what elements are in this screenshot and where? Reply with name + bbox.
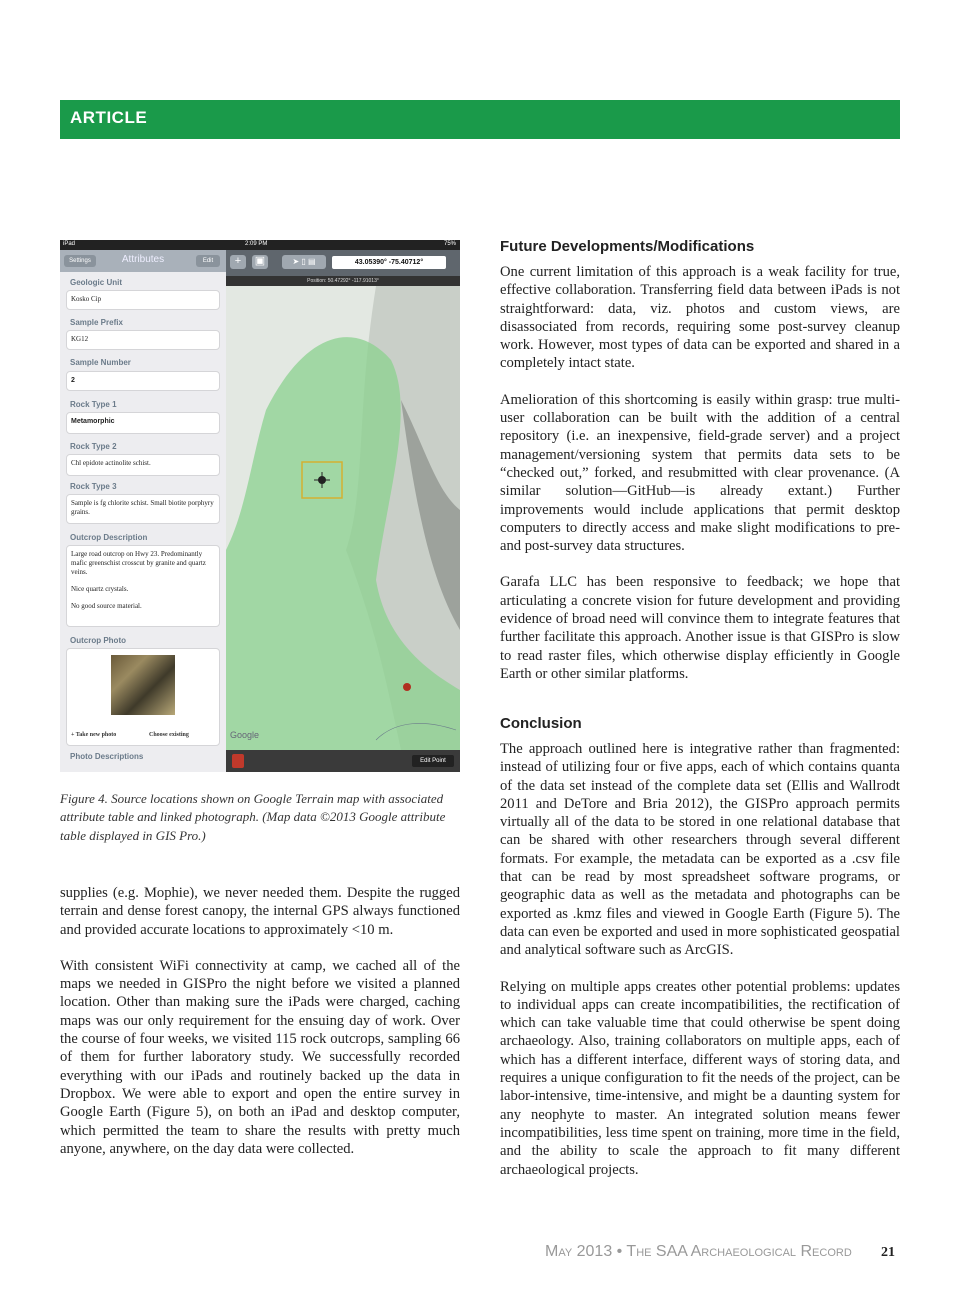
right-column-section-1 <box>500 263 900 701</box>
device-label: iPad <box>63 241 76 247</box>
footer-text: May 2013 • The SAA Archaeological Record <box>545 1243 852 1260</box>
field-rock-type-3[interactable]: Sample is fg chlorite schist. Small biotite porphyry grains. <box>66 494 220 524</box>
field-sample-prefix[interactable]: KG12 <box>66 330 220 350</box>
right-paragraph-5: Relying on multiple apps creates other potential problems: updates to individual apps can create incompatibilities, the rectification of which can take valuable time that could otherwise be spent doing archaeology. Also, training collaborators on multiple apps, each of which has a different interface, different ways of storing data, and requires a unique configuration to fit the needs of the project, can be labor-intensive, time-intensive, and might be a daunting system for any neophyte to master. An integrated solution means fewer incompatibilities, less time spent on training, more time in the field, and the ability to scale the approach to fit many different archaeological projects. <box>500 978 900 1178</box>
figure-ipad-screenshot <box>60 240 460 772</box>
camera-icon[interactable]: ▣ <box>252 255 268 269</box>
settings-back-button[interactable]: Settings <box>64 255 96 267</box>
right-paragraph-2: Amelioration of this shortcoming is easily within grasp: true multi-user collaboration can be built with the addition of a central repository (i.e. an inexpensive, field-grade server) and a project management/versioning system that permits data sets to be “checked out,” forked, and resubmitted with clear provenance. (A similar solution—GitHub—is already extant.) Further improvements would include applications that permit desktop computers to directly access and make slight modifications to pre- and post-survey data structures. <box>500 391 900 555</box>
field-label-photo-descriptions: Photo Descriptions <box>70 752 144 761</box>
outcrop-photo-thumbnail[interactable] <box>111 655 175 715</box>
ipad-status-bar <box>60 240 460 250</box>
banner-label: ARTICLE <box>70 108 148 127</box>
terrain-map[interactable] <box>226 250 460 772</box>
take-new-photo-button[interactable]: + Take new photo <box>71 732 117 738</box>
footer-journal <box>545 1243 852 1261</box>
trash-icon[interactable] <box>232 754 244 768</box>
field-label-sample-number: Sample Number <box>70 358 131 367</box>
outcrop-description-text: Large road outcrop on Hwy 23. Predominantly mafic greenschist crosscut by granite and quartz veins. <box>71 550 206 576</box>
add-icon[interactable]: + <box>230 255 246 269</box>
battery-level: 75% <box>443 241 456 247</box>
page-number: 21 <box>881 1245 895 1260</box>
google-logo: Google <box>230 730 260 740</box>
field-rock-type-1[interactable]: Metamorphic <box>66 412 220 434</box>
attributes-panel <box>60 250 226 772</box>
right-paragraph-3: Garafa LLC has been responsive to feedback; we hope that articulating a concrete vision for future development and providing evidence of broad need will convince them to integrate features that further facilitate this approach. Another issue is that GISPro is slow to read raster files, which otherwise display efficiently in Google Earth or other similar platforms. <box>500 574 900 682</box>
field-label-rock-type-2: Rock Type 2 <box>70 442 117 451</box>
left-column <box>60 884 460 1176</box>
field-geologic-unit[interactable]: Kosko Cip <box>66 290 220 310</box>
attributes-navbar <box>60 250 226 272</box>
field-label-geologic-unit: Geologic Unit <box>70 278 122 287</box>
choose-existing-button[interactable]: Choose existing <box>149 732 189 738</box>
location-icon[interactable]: ➤ ▯ ▤ <box>282 255 326 269</box>
left-paragraph-1: supplies (e.g. Mophie), we never needed them. Despite the rugged terrain and dense forest canopy, the internal GPS always functioned and provided accurate locations to approximately <10 m. <box>60 885 460 938</box>
position-readout: Position: 50.47292° -117.91013° <box>226 276 460 286</box>
heading-conclusion: Conclusion <box>500 715 582 732</box>
field-label-rock-type-1: Rock Type 1 <box>70 400 117 409</box>
right-paragraph-4: The approach outlined here is integrative rather than fragmented: instead of utilizing four or five apps, each of which contains quanta of the data set instead of the complete data set (Ellis and Wallrodt 2011 and DeTore and Bria 2012), the GISPro approach permits virtually all of the data to be stored in one relational database that can be shared with other researchers through several different formats. For example, the metadata can be exported as a .csv file that can be read by most spreadsheet software programs, or geographic data as well as the metadata and photographs can be exported as .kmz files and viewed in Google Earth (Figure 5). The data can even be exported and used in more sophisticated geospatial and analytical software such as ArcGIS. <box>500 741 900 959</box>
field-label-outcrop-description: Outcrop Description <box>70 533 148 542</box>
outcrop-description-note-1: Nice quartz crystals. <box>71 585 129 593</box>
article-banner <box>60 100 900 139</box>
attributes-title: Attributes <box>121 254 165 265</box>
field-outcrop-description[interactable] <box>66 545 220 627</box>
field-label-sample-prefix: Sample Prefix <box>70 318 123 327</box>
edit-button[interactable]: Edit <box>196 255 220 267</box>
right-column-section-2 <box>500 740 900 1197</box>
outcrop-photo-box <box>66 648 220 746</box>
edit-point-button[interactable]: Edit Point <box>412 755 454 767</box>
outcrop-description-note-2: No good source material. <box>71 602 142 610</box>
map-bottom-bar <box>226 750 460 772</box>
status-time: 2:09 PM <box>245 241 268 247</box>
right-paragraph-1: One current limitation of this approach is a weak facility for true, effective collaboration. Transferring field data between iPads is not straightforward: data, viz. photos and custom views, are disassociated from records, requiring some post-survey cleanup work. However, most types of data can be exported and shared in a completely intact state. <box>500 264 900 372</box>
coordinates-display[interactable]: 43.05390° -75.40712° <box>332 256 446 269</box>
map-panel[interactable] <box>226 250 460 772</box>
field-sample-number[interactable]: 2 <box>66 371 220 391</box>
map-toolbar <box>226 250 460 276</box>
field-label-outcrop-photo: Outcrop Photo <box>70 636 126 645</box>
field-rock-type-2[interactable]: Chl epidote actinolite schist. <box>66 454 220 476</box>
field-label-rock-type-3: Rock Type 3 <box>70 482 117 491</box>
left-paragraph-2: With consistent WiFi connectivity at camp, we cached all of the maps we needed in GISPro the night before we visited a planned location. Other than making sure the iPads were charged, caching maps was our only requirement for the ensuing day of work. Over the course of four weeks, we visited 115 rock outcrops, sampling 66 of them for further laboratory study. We successfully recorded everything with our iPads and routinely backed up the data in Dropbox. We were able to export and open the entire survey in Google Earth (Figure 5), on both an iPad and desktop computer, which permitted the team to share the results with pretty much anyone, anywhere, on the day data were collected. <box>60 957 460 1157</box>
figure-caption: Figure 4. Source locations shown on Google Terrain map with associated attribute table and linked photograph. (Map data ©2013 Google attribute table displayed in GIS Pro.) <box>60 791 446 843</box>
heading-future-developments: Future Developments/Modifications <box>500 238 755 255</box>
